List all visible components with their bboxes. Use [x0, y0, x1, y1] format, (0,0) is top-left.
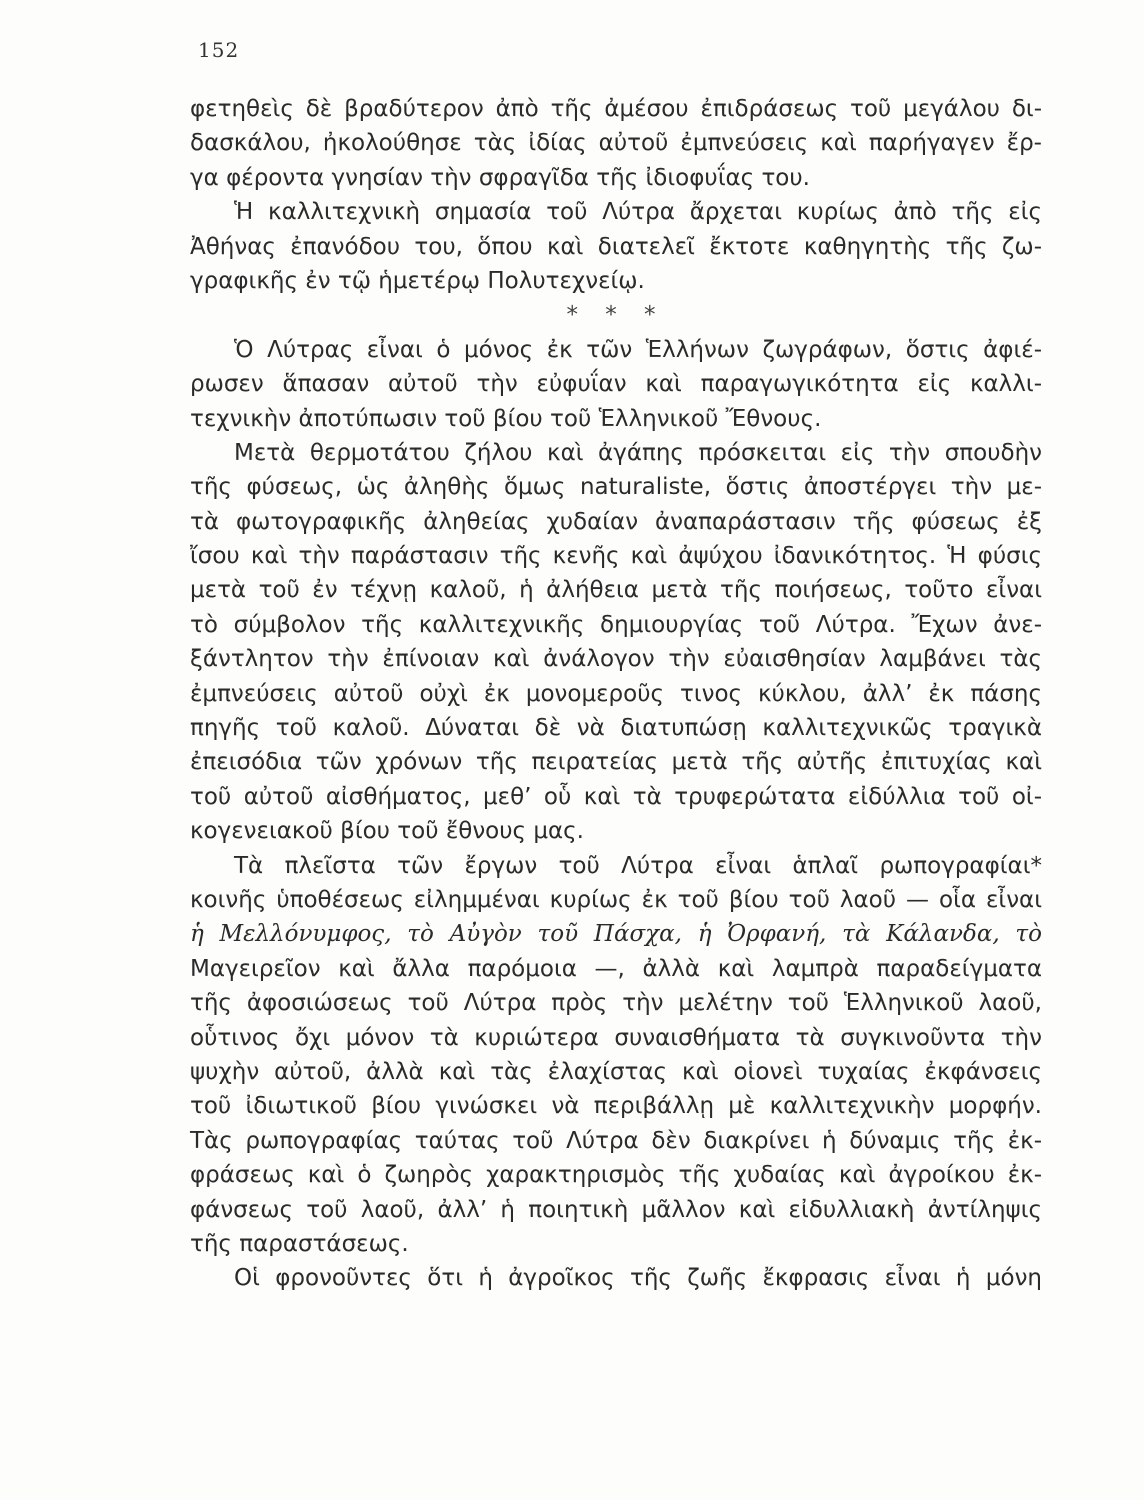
- text-line: τοῦ αὐτοῦ αἰσθήματος, μεθ’ οὗ καὶ τὰ τρυφερώτατα εἰδύλλια τοῦ οἰ-: [190, 783, 1042, 810]
- text-line: φάνσεως τοῦ λαοῦ, ἀλλ’ ἡ ποιητικὴ μᾶλλον καὶ εἰδυλλιακὴ ἀντίληψις: [190, 1196, 1042, 1223]
- text-line: φετηθεὶς δὲ βραδύτερον ἀπὸ τῆς ἀμέσου ἐπιδράσεως τοῦ μεγάλου δι-: [190, 96, 1042, 122]
- page-number: 152: [198, 38, 240, 62]
- text-line: πηγῆς τοῦ καλοῦ. Δύναται δὲ νὰ διατυπώσῃ καλλιτεχνικῶς τραγικὰ: [190, 715, 1042, 742]
- text-line: τῆς φύσεως, ὡς ἀληθὴς ὅμως naturaliste, ὅστις ἀποστέργει τὴν με-: [190, 474, 1042, 501]
- text-line: Τὰ πλεῖστα τῶν ἔργων τοῦ Λύτρα εἶναι ἁπλαῖ ρωπογραφίαι*: [234, 852, 1042, 879]
- text-line: Οἱ φρονοῦντες ὅτι ἡ ἀγροῖκος τῆς ζωῆς ἔκφρασις εἶναι ἡ μόνη: [234, 1265, 1042, 1292]
- text-line: τῆς ἀφοσιώσεως τοῦ Λύτρα πρὸς τὴν μελέτην τοῦ Ἑλληνικοῦ λαοῦ,: [190, 990, 1042, 1017]
- text-line: οὗτινος ὄχι μόνον τὰ κυριώτερα συναισθήματα τὰ συγκινοῦντα τὴν: [190, 1024, 1042, 1051]
- text-line: Τὰς ρωπογραφίας ταύτας τοῦ Λύτρα δὲν διακρίνει ἡ δύναμις τῆς ἐκ-: [190, 1127, 1042, 1154]
- text-line: τὰ φωτογραφικῆς ἀληθείας χυδαίαν ἀναπαράστασιν τῆς φύσεως ἐξ: [190, 508, 1042, 535]
- text-line-titles: ἡ Μελλόνυμφος, τὸ Αὐγὸν τοῦ Πάσχα, ἡ Ὀρφανή, τὰ Κάλανδα, τὸ: [190, 921, 1042, 948]
- text-line: Ἡ καλλιτεχνικὴ σημασία τοῦ Λύτρα ἄρχεται κυρίως ἀπὸ τῆς εἰς: [234, 199, 1042, 226]
- text-line: ξάντλητον τὴν ἐπίνοιαν καὶ ἀνάλογον τὴν εὐαισθησίαν λαμβάνει τὰς: [190, 646, 1042, 673]
- text-line: ψυχὴν αὐτοῦ, ἀλλὰ καὶ τὰς ἐλαχίστας καὶ οἱονεὶ τυχαίας ἐκφάνσεις: [190, 1058, 1042, 1085]
- text-line: Ἀθήνας ἐπανόδου του, ὅπου καὶ διατελεῖ ἔκτοτε καθηγητὴς τῆς ζω-: [190, 233, 1042, 260]
- text-line: ἴσου καὶ τὴν παράστασιν τῆς κενῆς καὶ ἀψύχου ἰδανικότητος. Ἡ φύσις: [190, 543, 1042, 570]
- text-line: ἐπεισόδια τῶν χρόνων τῆς πειρατείας μετὰ τῆς αὐτῆς ἐπιτυχίας καὶ: [190, 749, 1042, 776]
- body-text: [190, 92, 1042, 1296]
- text-line: δασκάλου, ἠκολούθησε τὰς ἰδίας αὐτοῦ ἐμπνεύσεις καὶ παρήγαγεν ἔρ-: [190, 130, 1042, 157]
- text-line: τῆς παραστάσεως.: [190, 1230, 409, 1257]
- text-line: γραφικῆς ἐν τῷ ἡμετέρῳ Πολυτεχνείῳ.: [190, 267, 645, 294]
- text-line: μετὰ τοῦ ἐν τέχνῃ καλοῦ, ἡ ἀλήθεια μετὰ τῆς ποιήσεως, τοῦτο εἶναι: [190, 577, 1042, 604]
- text-line: φράσεως καὶ ὁ ζωηρὸς χαρακτηρισμὸς τῆς χυδαίας καὶ ἀγροίκου ἐκ-: [190, 1162, 1042, 1189]
- text-line: τεχνικὴν ἀποτύπωσιν τοῦ βίου τοῦ Ἑλληνικοῦ Ἔθνους.: [190, 405, 822, 432]
- text-line: τοῦ ἰδιωτικοῦ βίου γινώσκει νὰ περιβάλλῃ μὲ καλλιτεχνικὴν μορφήν.: [190, 1093, 1042, 1120]
- text-line: γα φέροντα γνησίαν τὴν σφραγῖδα τῆς ἰδιοφυΐας του.: [190, 164, 810, 191]
- text-line: ἐμπνεύσεις αὐτοῦ οὐχὶ ἐκ μονομεροῦς τινος κύκλου, ἀλλ’ ἐκ πάσης: [190, 680, 1042, 707]
- text-line: ρωσεν ἅπασαν αὐτοῦ τὴν εὐφυΐαν καὶ παραγωγικότητα εἰς καλλι-: [190, 371, 1042, 398]
- text-line: τὸ σύμβολον τῆς καλλιτεχνικῆς δημιουργίας τοῦ Λύτρα. Ἔχων ἀνε-: [190, 611, 1042, 638]
- text-line: Μαγειρεῖον καὶ ἄλλα παρόμοια —, ἀλλὰ καὶ λαμπρὰ παραδείγματα: [190, 955, 1042, 982]
- text-line: κοινῆς ὑποθέσεως εἰλημμέναι κυρίως ἐκ τοῦ βίου τοῦ λαοῦ — οἷα εἶναι: [190, 886, 1042, 913]
- text-line: Μετὰ θερμοτάτου ζήλου καὶ ἀγάπης πρόσκειται εἰς τὴν σπουδὴν: [234, 439, 1042, 466]
- text-line: Ὁ Λύτρας εἶναι ὁ μόνος ἐκ τῶν Ἑλλήνων ζωγράφων, ὅστις ἀφιέ-: [234, 336, 1042, 363]
- text-line: κογενειακοῦ βίου τοῦ ἔθνους μας.: [190, 818, 584, 845]
- section-separator: * * *: [566, 302, 666, 329]
